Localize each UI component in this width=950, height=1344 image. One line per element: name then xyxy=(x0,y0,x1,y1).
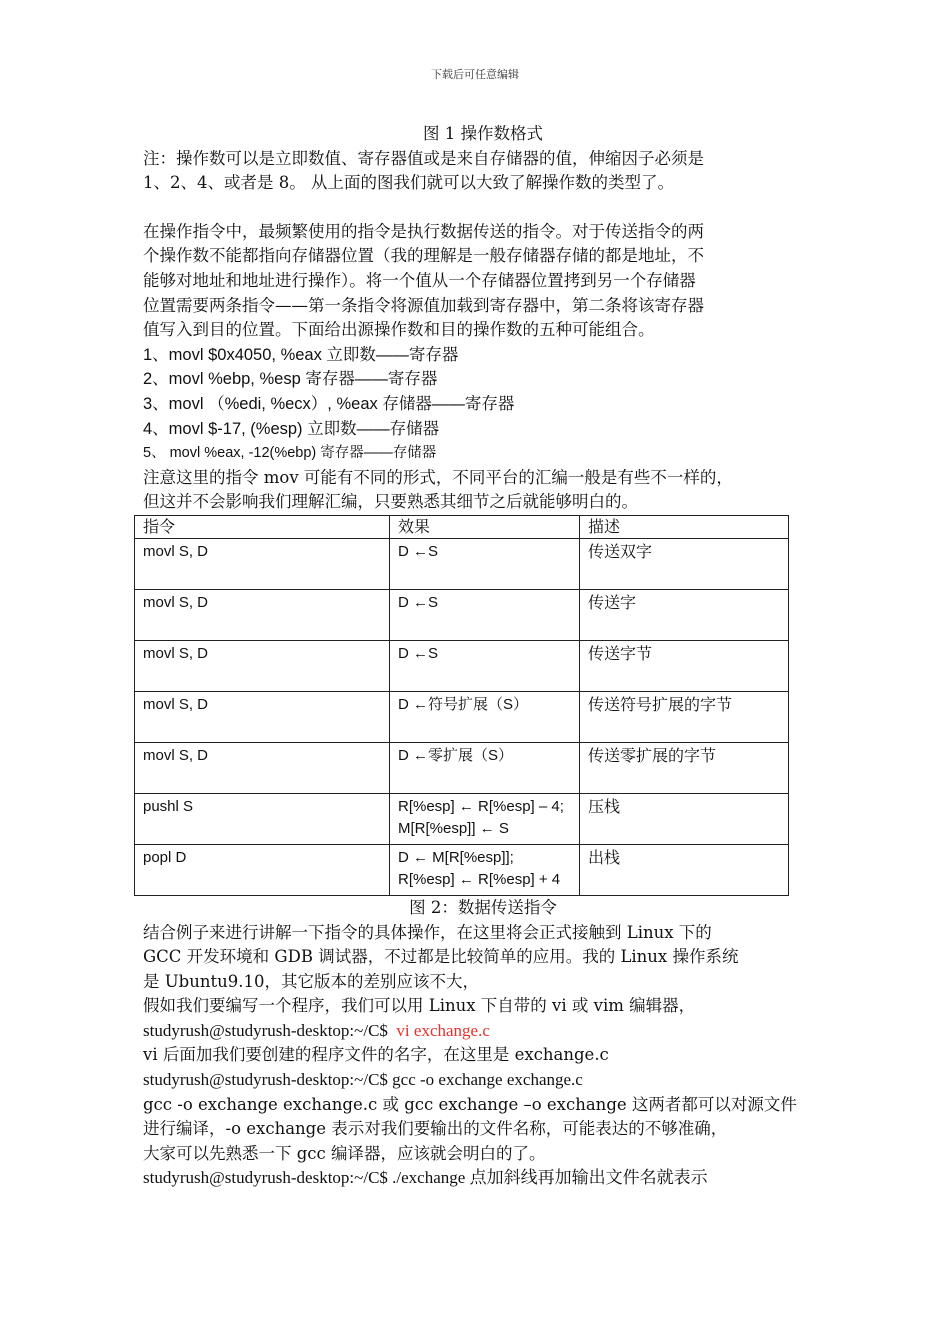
text-line: vi 后面加我们要创建的程序文件的名字，在这里是 exchange.c xyxy=(143,1045,609,1065)
shell-prompt: studyrush@studyrush-desktop:~/C$ xyxy=(143,1020,388,1040)
instruction-cell: movl S, D xyxy=(135,742,390,793)
list-item: 2、movl %ebp, %esp 寄存器——寄存器 xyxy=(143,370,438,389)
effect-cell: D ←零扩展（S） xyxy=(390,742,580,793)
text-line: 1、2、4、或者是 8。 从上面的图我们就可以大致了解操作数的类型了。 xyxy=(143,173,674,193)
page-header: 下载后可任意编辑 xyxy=(431,68,519,81)
instruction-cell: popl D xyxy=(135,844,390,895)
table-row xyxy=(135,538,789,589)
effect-cell: R[%esp] ← R[%esp] – 4; M[R[%esp]] ← S xyxy=(390,793,580,844)
list-item: 4、movl $-17, (%esp) 立即数——存储器 xyxy=(143,419,440,438)
example-paragraph xyxy=(143,921,823,995)
note-paragraph xyxy=(143,147,823,196)
effect-cell: D ←S xyxy=(390,589,580,640)
description-cell: 传送符号扩展的字节 xyxy=(580,691,789,742)
instruction-cell: movl S, D xyxy=(135,538,390,589)
instruction-cell: pushl S xyxy=(135,793,390,844)
text-line: 在操作指令中，最频繁使用的指令是执行数据传送的指令。对于传送指令的两 xyxy=(143,221,704,241)
command-line-gcc: studyrush@studyrush-desktop:~/C$ gcc -o exchange exchange.c xyxy=(143,1070,583,1090)
command-line-run: studyrush@studyrush-desktop:~/C$ ./exchange 点加斜线再加输出文件名就表示 xyxy=(143,1168,708,1188)
effect-cell: D ←S xyxy=(390,538,580,589)
description-cell: 传送双字 xyxy=(580,538,789,589)
text-line: 注：操作数可以是立即数值、寄存器值或是来自存储器的值，伸缩因子必须是 xyxy=(143,148,704,168)
text-line: 但这并不会影响我们理解汇编，只要熟悉其细节之后就能够明白的。 xyxy=(143,492,638,512)
command-line-vi xyxy=(143,1019,823,1044)
document-body xyxy=(143,122,823,1191)
effect-cell: D ← M[R[%esp]]; R[%esp] ← R[%esp] + 4 xyxy=(390,844,580,895)
text-line: 个操作数不能都指向存储器位置（我的理解是一般存储器存储的都是地址，不 xyxy=(143,246,704,266)
effect-cell: D ←符号扩展（S） xyxy=(390,691,580,742)
text-line: 结合例子来进行讲解一下指令的具体操作，在这里将会正式接触到 Linux 下的 xyxy=(143,922,712,942)
table-row xyxy=(135,742,789,793)
text-line: 注意这里的指令 mov 可能有不同的形式，不同平台的汇编一般是有些不一样的， xyxy=(143,467,733,487)
instruction-cell: movl S, D xyxy=(135,691,390,742)
list-item: 3、movl （%edi, %ecx）, %eax 存储器——寄存器 xyxy=(143,394,515,413)
mov-note-paragraph xyxy=(143,466,823,515)
text-line: 大家可以先熟悉一下 gcc 编译器，应该就会明白的了。 xyxy=(143,1143,546,1163)
list-item: 1、movl $0x4050, %eax 立即数——寄存器 xyxy=(143,345,459,364)
transfer-paragraph xyxy=(143,220,823,343)
description-cell: 出栈 xyxy=(580,844,789,895)
shell-command: vi exchange.c xyxy=(396,1020,490,1040)
text-line: gcc -o exchange exchange.c 或 gcc exchange –o exchange 这两者都可以对源文件 xyxy=(143,1094,797,1114)
operand-combinations-list xyxy=(143,343,823,466)
table-header-row xyxy=(135,515,789,538)
description-cell: 传送字节 xyxy=(580,640,789,691)
text-line: GCC 开发环境和 GDB 调试器，不过都是比较简单的应用。我的 Linux 操作系统 xyxy=(143,947,739,967)
table-row xyxy=(135,793,789,844)
gcc-note-paragraph xyxy=(143,1093,823,1167)
table-row xyxy=(135,640,789,691)
description-cell: 压栈 xyxy=(580,793,789,844)
column-header: 指令 xyxy=(135,515,390,538)
table-row xyxy=(135,691,789,742)
column-header: 描述 xyxy=(580,515,789,538)
description-cell: 传送零扩展的字节 xyxy=(580,742,789,793)
figure-2-caption: 图 2：数据传送指令 xyxy=(409,897,557,917)
table-row xyxy=(135,844,789,895)
text-line: 能够对地址和地址进行操作）。将一个值从一个存储器位置拷到另一个存储器 xyxy=(143,270,696,290)
text-line: 位置需要两条指令——第一条指令将源值加载到寄存器中，第二条将该寄存器 xyxy=(143,295,704,315)
instruction-cell: movl S, D xyxy=(135,640,390,691)
data-transfer-table xyxy=(134,515,789,896)
text-line: 值写入到目的位置。下面给出源操作数和目的操作数的五种可能组合。 xyxy=(143,320,655,340)
figure-1-caption: 图 1 操作数格式 xyxy=(423,124,543,143)
text-line: 是 Ubuntu9.10，其它版本的差别应该不大， xyxy=(143,971,479,991)
list-item: 5、 movl %eax, -12(%ebp) 寄存器——存储器 xyxy=(143,445,437,462)
instruction-cell: movl S, D xyxy=(135,589,390,640)
effect-cell: D ←S xyxy=(390,640,580,691)
column-header: 效果 xyxy=(390,515,580,538)
text-line: 假如我们要编写一个程序，我们可以用 Linux 下自带的 vi 或 vim 编辑器， xyxy=(143,996,696,1016)
description-cell: 传送字 xyxy=(580,589,789,640)
text-line: 进行编译，-o exchange 表示对我们要输出的文件名称，可能表达的不够准确， xyxy=(143,1119,728,1139)
table-row xyxy=(135,589,789,640)
